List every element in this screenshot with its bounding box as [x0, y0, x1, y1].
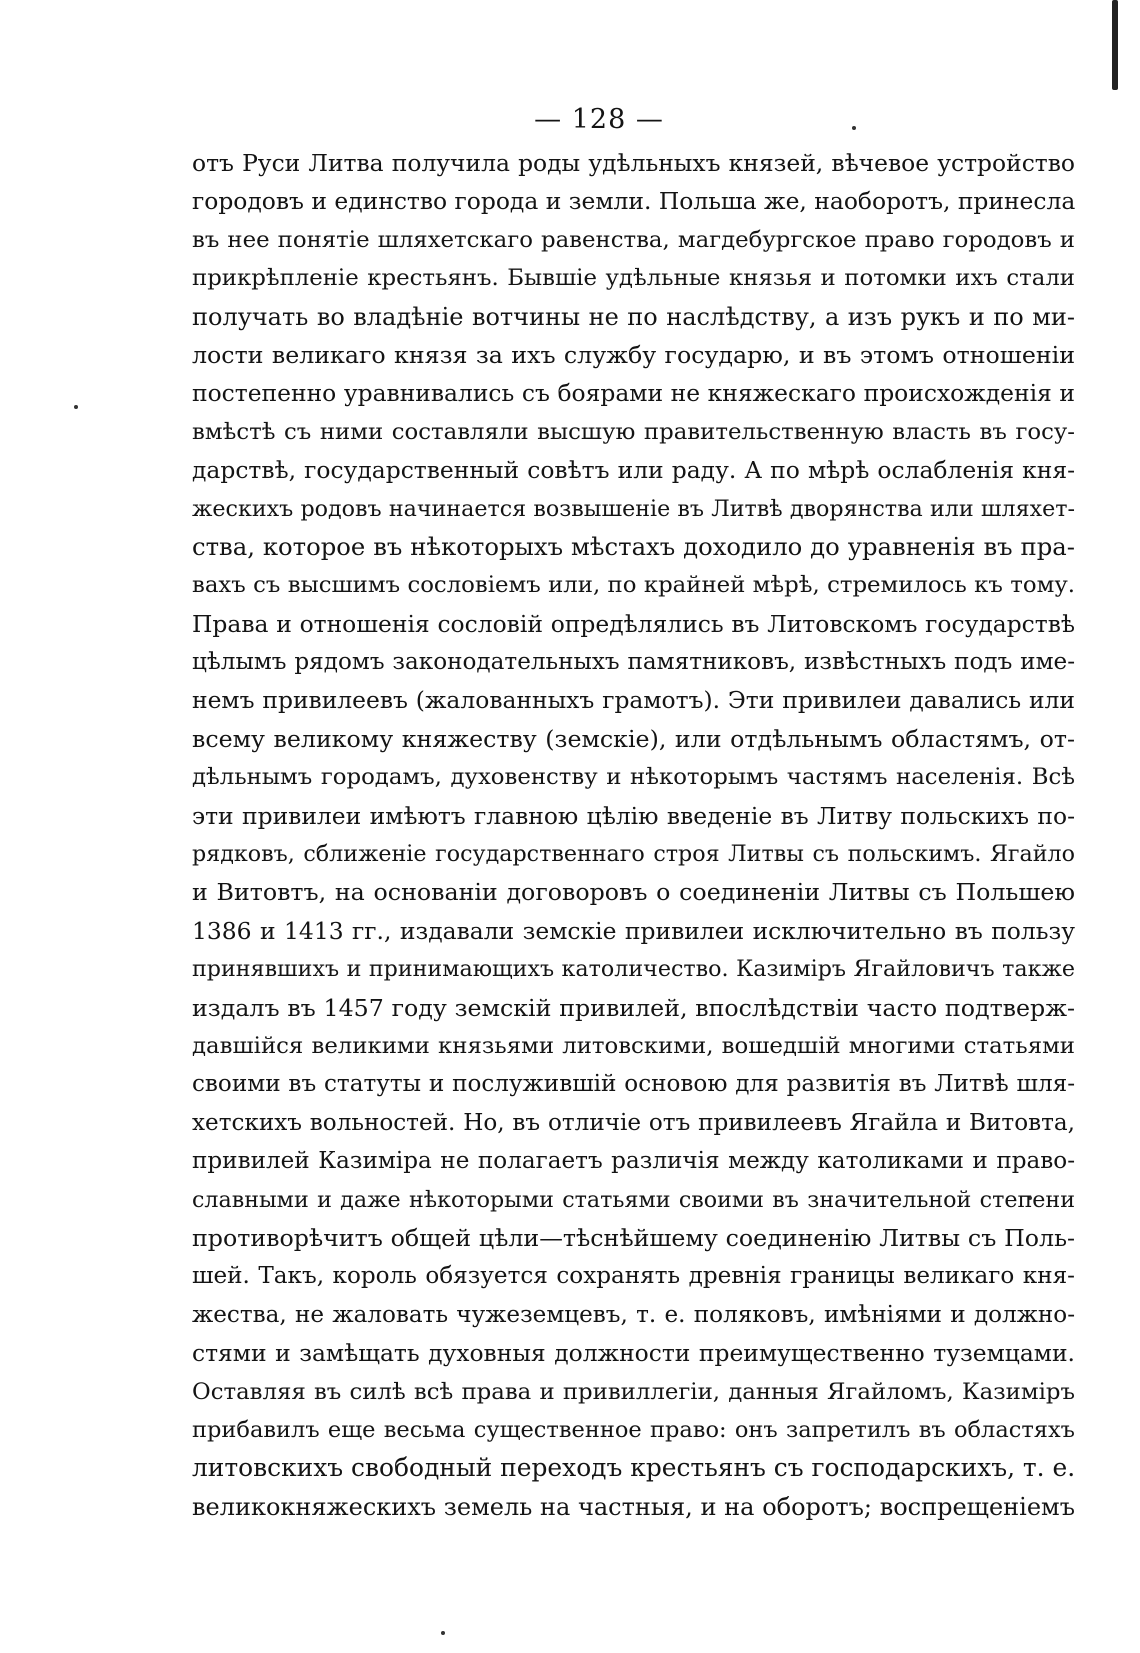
text-line: великокняжескихъ земель на частныя, и на оборотъ; воспрещеніемъ: [192, 1492, 1075, 1521]
text-line: получать во владѣніе вотчины не по наслѣдству, а изъ рукъ и по ми-: [192, 302, 1075, 331]
text-line: вахъ съ высшимъ сословіемъ или, по крайней мѣрѣ, стремилось къ тому.: [192, 572, 1075, 599]
page-number: — 128 —: [534, 104, 664, 135]
text-line: эти привилеи имѣютъ главною цѣлію введеніе въ Литву польскихъ по-: [192, 801, 1075, 830]
text-line: давшійся великими князьями литовскими, вошедшій многими статьями: [192, 1032, 1075, 1059]
page-edge-mark: [1112, 0, 1118, 90]
text-line: и Витовтъ, на основаніи договоровъ о соединеніи Литвы съ Польшею: [192, 878, 1075, 907]
text-line: въ нее понятіе шляхетскаго равенства, магдебургское право городовъ и: [192, 226, 1075, 253]
text-line: Права и отношенія сословій опредѣлялись въ Литовскомъ государствѣ: [192, 609, 1075, 638]
text-line: шей. Такъ, король обязуется сохранять древнія границы великаго кня-: [192, 1263, 1075, 1290]
text-line: лости великаго князя за ихъ службу государю, и въ этомъ отношеніи: [192, 340, 1075, 369]
text-line: своими въ статуты и послужившій основою для развитія въ Литвѣ шля-: [192, 1071, 1075, 1098]
text-line: 1386 и 1413 гг., издавали земскіе привилеи исключительно въ пользу: [192, 916, 1075, 945]
text-line: прибавилъ еще весьма существенное право: онъ запретилъ въ областяхъ: [192, 1416, 1075, 1443]
text-line: дарствѣ, государственный совѣтъ или раду. А по мѣрѣ ослабленія кня-: [192, 456, 1075, 485]
text-line: хетскихъ вольностей. Но, въ отличіе отъ привилеевъ Ягайла и Витовта,: [192, 1109, 1075, 1136]
print-speck: [74, 405, 78, 409]
text-line: всему великому княжеству (земскіе), или отдѣльнымъ областямъ, от-: [192, 724, 1075, 753]
text-line: Оставляя въ силѣ всѣ права и привиллегіи, данныя Ягайломъ, Казиміръ: [192, 1378, 1075, 1405]
text-line: жества, не жаловать чужеземцевъ, т. е. поляковъ, имѣніями и должно-: [192, 1301, 1075, 1328]
text-line: отъ Руси Литва получила роды удѣльныхъ князей, вѣчевое устройство: [192, 149, 1075, 177]
text-line: рядковъ, сближеніе государственнаго строя Литвы съ польскимъ. Ягайло: [192, 841, 1075, 868]
text-line: издалъ въ 1457 году земскій привилей, впослѣдствіи часто подтверж-: [192, 993, 1075, 1022]
text-line: постепенно уравнивались съ боярами не княжескаго происхожденія и: [192, 379, 1075, 408]
text-line: немъ привилеевъ (жалованныхъ грамотъ). Эти привилеи давались или: [192, 686, 1075, 715]
text-line: литовскихъ свободный переходъ крестьянъ съ господарскихъ, т. е.: [192, 1453, 1076, 1483]
text-line: городовъ и единство города и земли. Польша же, наоборотъ, принесла: [192, 187, 1076, 216]
body-text: [192, 144, 1075, 1526]
text-line: жескихъ родовъ начинается возвышеніе въ Литвѣ дворянства или шляхет-: [192, 495, 1075, 522]
text-line: привилей Казиміра не полагаетъ различія между католиками и право-: [192, 1148, 1075, 1175]
text-line: ства, которое въ нѣкоторыхъ мѣстахъ доходило до уравненія въ пра-: [192, 531, 1075, 561]
text-line: вмѣстѣ съ ними составляли высшую правительственную власть въ госу-: [192, 418, 1075, 445]
text-line: противорѣчитъ общей цѣли—тѣснѣйшему соединенію Литвы съ Поль-: [192, 1223, 1075, 1252]
text-line: славными и даже нѣкоторыми статьями своими въ значительной степени: [192, 1186, 1075, 1213]
print-speck: [441, 1631, 445, 1635]
text-line: принявшихъ и принимающихъ католичество. Казиміръ Ягайловичъ также: [192, 956, 1075, 983]
text-line: дѣльнымъ городамъ, духовенству и нѣкоторымъ частямъ населенія. Всѣ: [192, 764, 1075, 791]
text-line: стями и замѣщать духовныя должности преимущественно туземцами.: [192, 1339, 1075, 1368]
text-line: цѣлымъ рядомъ законодательныхъ памятниковъ, извѣстныхъ подъ име-: [192, 649, 1075, 676]
text-line: прикрѣпленіе крестьянъ. Бывшіе удѣльные князья и потомки ихъ стали: [192, 265, 1075, 292]
